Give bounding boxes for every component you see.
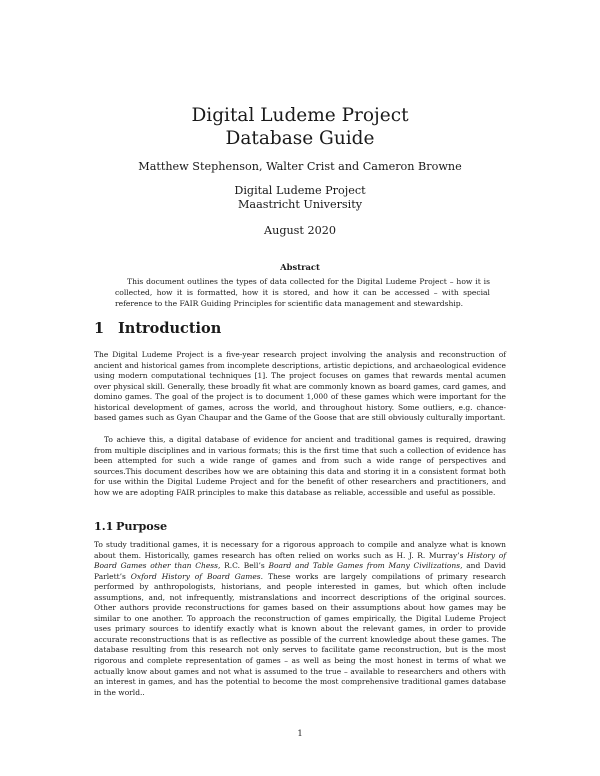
section-title: Introduction <box>118 320 222 337</box>
purpose-text-a: To study traditional games, it is necessary for a rigorous approach to compile and analyze what is known about them. Historically, games research has often relied on works such as H. J. R. Murray’s <box>94 540 506 560</box>
subsection-heading-purpose <box>94 519 167 533</box>
document-title <box>0 104 600 150</box>
purpose-paragraph <box>94 540 506 698</box>
subsection-title: Purpose <box>116 519 168 533</box>
affiliation <box>0 184 600 212</box>
subsection-number: 1.1 <box>94 519 114 533</box>
introduction-paragraph-2: To achieve this, a digital database of evidence for ancient and traditional games is required, drawing from multiple disciplines and in various formats; this is the first time that such a collection of evidence has been attempted for such a wide range of games and from such a wide range of perspectives and sources.This document describes how we are obtaining this data and storing it in a consistent format both for use within the Digital Ludeme Project and for the benefit of other researchers and practitioners, and how we are adopting FAIR principles to make this database as reliable, accessible and useful as possible. <box>94 435 506 497</box>
section-number: 1 <box>94 320 105 337</box>
book-title-murray: History of Board Games other than Chess <box>94 550 506 571</box>
section-heading-introduction <box>94 320 221 337</box>
title-line-2: Database Guide <box>225 128 375 149</box>
title-line-1: Digital Ludeme Project <box>191 105 409 126</box>
abstract-text: This document outlines the types of data collected for the Digital Ludeme Project – how it is collected, how it is formatted, how it is stored, and how it can be accessed – with special reference to the FAIR Guiding Principles for scientific data management and stewardship. <box>115 277 490 309</box>
introduction-paragraph-1: The Digital Ludeme Project is a five-year research project involving the analysis and reconstruction of ancient and historical games from incomplete descriptions, artistic depictions, and archaeological evidence using modern computational techniques [1]. The project focuses on games that rewards mental acumen over physical skill. Generally, these broadly fit what are commonly known as board games, card games, and domino games. The goal of the project is to document 1,000 of these games which were important for the historical development of games, across the world, and throughout history. Some outliers, e.g. chance-based games such as Gyan Chaupar and the Game of the Goose that are still obviously culturally important. <box>94 350 506 423</box>
purpose-text-b: , R.C. Bell’s <box>217 561 269 571</box>
page-number: 1 <box>297 728 303 738</box>
publication-date: August 2020 <box>264 224 336 237</box>
abstract-heading: Abstract <box>280 262 320 272</box>
purpose-text-c: , and David Parlett’s <box>94 561 506 581</box>
author-list: Matthew Stephenson, Walter Crist and Cameron Browne <box>138 160 462 173</box>
book-title-parlett: Oxford History of Board Games <box>130 571 261 581</box>
purpose-text-d: . These works are largely compilations of primary research performed by anthropologists, historians, and people interested in games, but which often include assumptions, and, not infrequently, mistranslations and incorrect descriptions of the original sources. Other authors provide reconstructions for games based on their assumptions about how games may be similar to one another. To approach the reconstruction of games empirically, the Digital Ludeme Project uses primary sources to identify exactly what is known about the relevant games, in order to provide accurate reconstructions that is as reflective as possible of the current knowledge about these games. The database resulting from this research not only serves to facilitate game reconstruction, but is the most rigorous and complete representation of games – as well as being the most honest in terms of what we actually know about games and not what is assumed to the true – available to researchers and others with an interest in games, and has the potential to become the most comprehensive traditional games database in the world.. <box>94 571 506 697</box>
affiliation-line-2: Maastricht University <box>237 198 363 211</box>
affiliation-line-1: Digital Ludeme Project <box>234 184 366 197</box>
book-title-bell: Board and Table Games from Many Civilizations <box>268 561 461 571</box>
